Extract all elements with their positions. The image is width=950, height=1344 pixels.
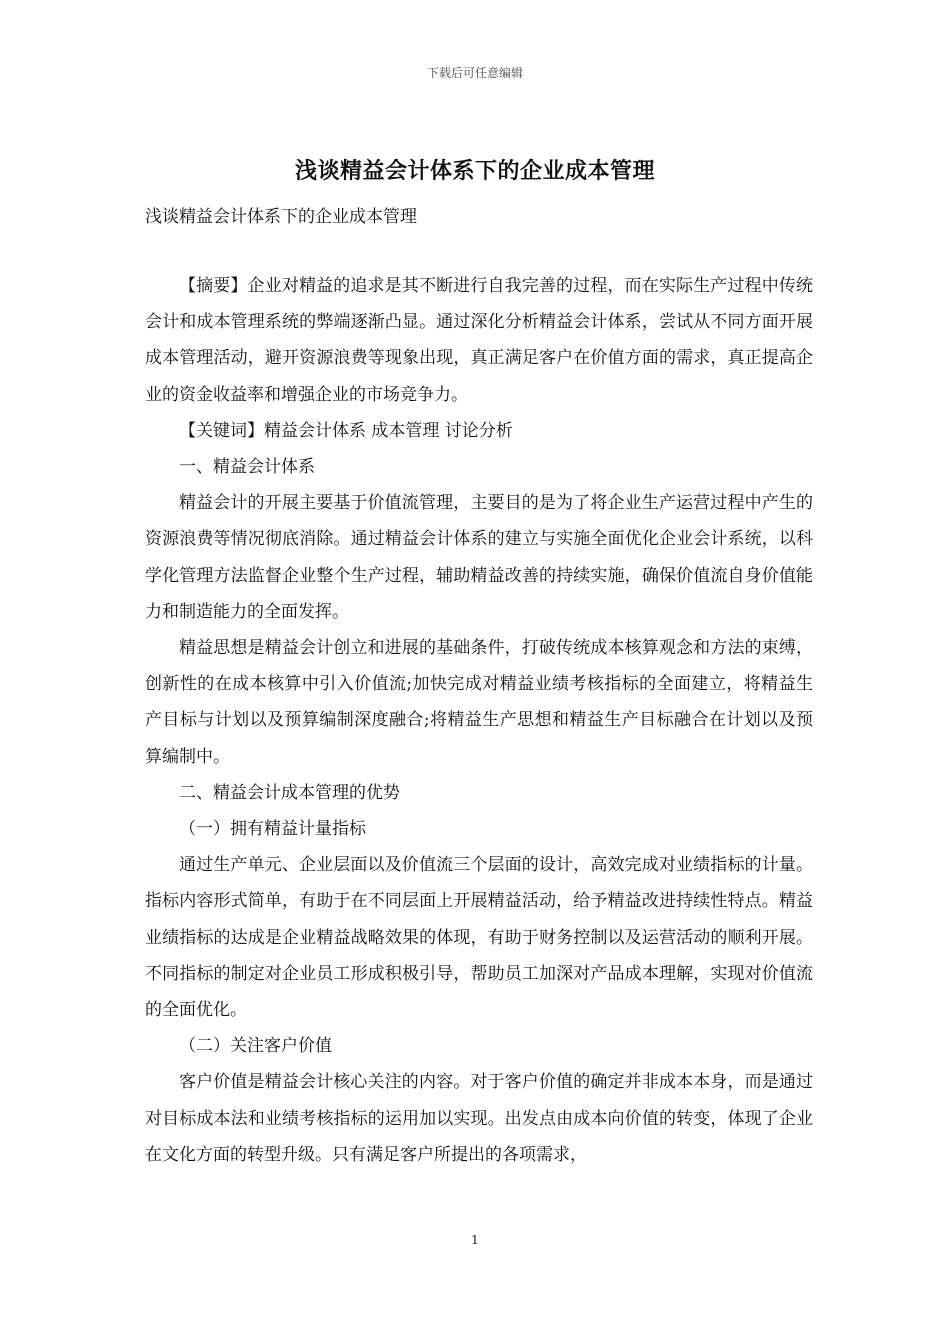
subsection-heading: （一）拥有精益计量指标 bbox=[179, 819, 366, 840]
keywords-paragraph: 【关键词】精益会计体系 成本管理 讨论分析 bbox=[179, 420, 513, 441]
body-paragraph: 通过生产单元、企业层面以及价值流三个层面的设计，高效完成对业绩指标的计量。指标内容形式简单，有助于在不同层面上开展精益活动，给予精益改进持续性特点。精益业绩指标的达成是企业精益战略效果的体现，有助于财务控制以及运营活动的顺利开展。不同指标的制定对企业员工形成积极引导，帮助员工加深对产品成本理解，实现对价值流的全面优化。 bbox=[145, 855, 813, 1021]
header-note: 下载后可任意编辑 bbox=[426, 66, 523, 80]
document-title: 浅谈精益会计体系下的企业成本管理 bbox=[294, 158, 655, 184]
subsection-heading: （二）关注客户价值 bbox=[179, 1036, 332, 1057]
page-number: 1 bbox=[471, 1233, 479, 1247]
body-paragraph: 客户价值是精益会计核心关注的内容。对于客户价值的确定并非成本本身，而是通过对目标成本法和业绩考核指标的运用加以实现。出发点由成本向价值的转变，体现了企业在文化方面的转型升级。只有满足客户所提出的各项需求， bbox=[145, 1072, 813, 1165]
document-body bbox=[145, 268, 813, 1173]
body-paragraph: 精益思想是精益会计创立和进展的基础条件，打破传统成本核算观念和方法的束缚，创新性的在成本核算中引入价值流;加快完成对精益业绩考核指标的全面建立，将精益生产目标与计划以及预算编制深度融合;将精益生产思想和精益生产目标融合在计划以及预算编制中。 bbox=[145, 638, 813, 767]
abstract-paragraph: 【摘要】企业对精益的追求是其不断进行自我完善的过程，而在实际生产过程中传统会计和成本管理系统的弊端逐渐凸显。通过深化分析精益会计体系，尝试从不同方面开展成本管理活动，避开资源浪费等现象出现，真正满足客户在价值方面的需求，真正提高企业的资金收益率和增强企业的市场竞争力。 bbox=[145, 276, 813, 405]
body-paragraph: 精益会计的开展主要基于价值流管理，主要目的是为了将企业生产运营过程中产生的资源浪费等情况彻底消除。通过精益会计体系的建立与实施全面优化企业会计系统，以科学化管理方法监督企业整个生产过程，辅助精益改善的持续实施，确保价值流自身价值能力和制造能力的全面发挥。 bbox=[145, 493, 813, 622]
section-heading: 二、精益会计成本管理的优势 bbox=[179, 782, 400, 803]
document-subtitle: 浅谈精益会计体系下的企业成本管理 bbox=[145, 207, 417, 227]
section-heading: 一、精益会计体系 bbox=[179, 457, 315, 478]
